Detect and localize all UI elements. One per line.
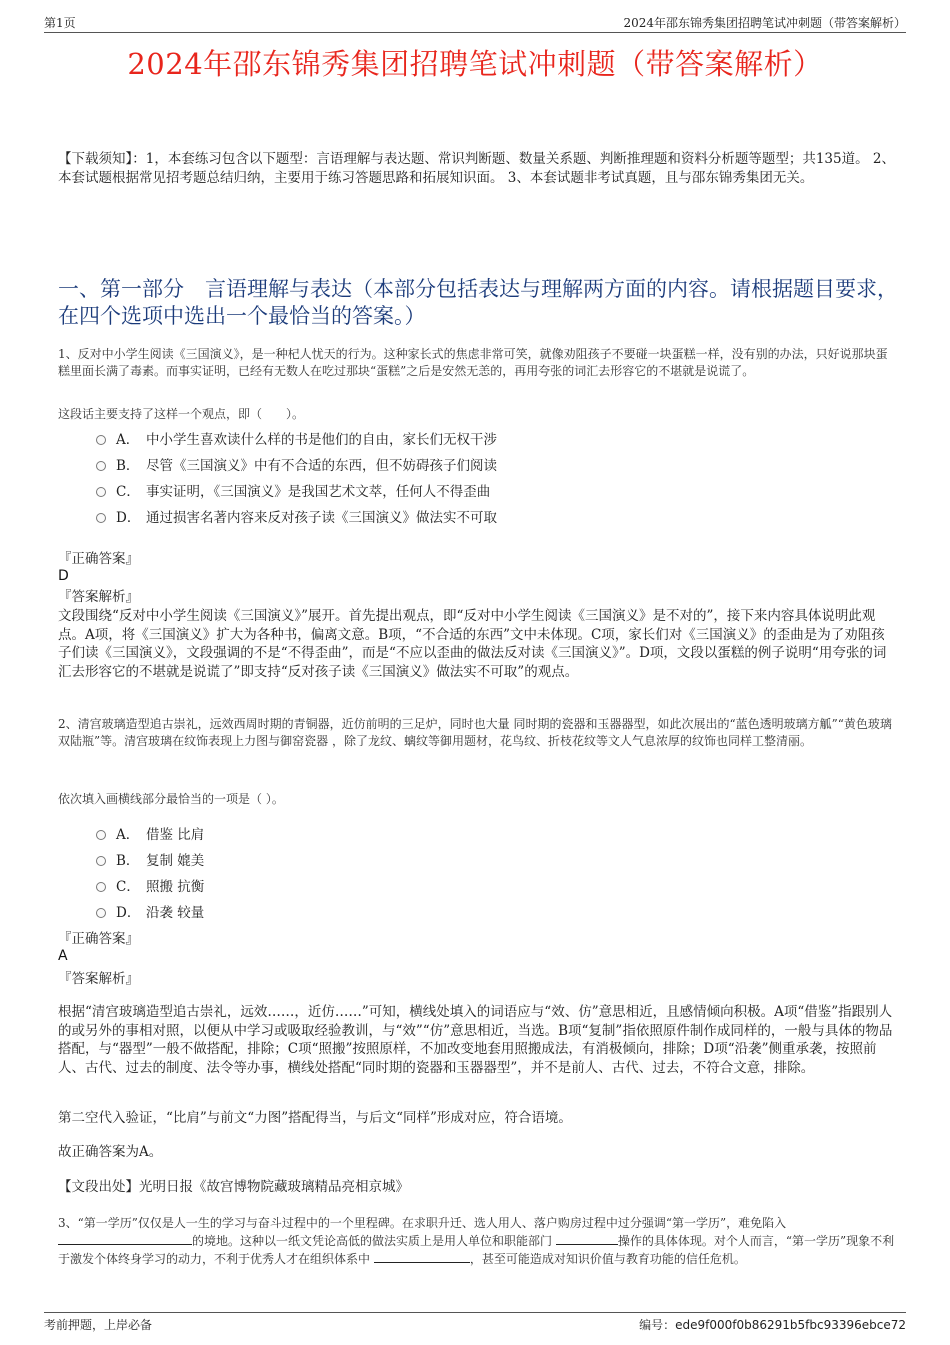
option-b[interactable]: B． 尽管《三国演义》中有不合适的东西，但不妨碍孩子们阅读 [96,451,876,477]
radio-icon[interactable] [96,830,106,840]
download-notice: 【下载须知】：1，本套练习包含以下题型：言语理解与表达题、常识判断题、数量关系题、判断推理题和资料分析题等题型；共135道。 2、本套试题根据常见招考题总结归纳，主要用于练习答题思路和拓展知识面。 3、本套试题非考试真题，且与邵东锦秀集团无关。 [58,151,895,186]
answer-analysis-verification: 第二空代入验证，“比肩”与前文“力图”搭配得当，与后文“同样”形成对应，符合语境。 [58,1110,572,1126]
option-c[interactable]: C． 照搬 抗衡 [96,872,876,898]
option-c[interactable]: C． 事实证明，《三国演义》是我国艺术文萃，任何人不得歪曲 [96,477,876,503]
source-citation: 【文段出处】光明日报《故宫博物院藏玻璃精品亮相京城》 [58,1179,409,1195]
correct-answer-value: A [58,948,68,964]
option-b[interactable]: B． 复制 媲美 [96,846,876,872]
page-header [44,14,906,33]
question-1-text: 1、反对中小学生阅读《三国演义》，是一种杞人忧天的行为。这种家长式的焦虑非常可笑，就像劝阻孩子不要碰一块蛋糕一样，没有别的办法，只好说那块蛋糕里面长满了毒素。而事实证明，已经有无数人在吃过那块“蛋糕”之后是安然无恙的，再用夸张的词汇去形容它的不堪就是说谎了。 [58,347,888,378]
option-d[interactable]: D． 沿袭 较量 [96,898,876,924]
radio-icon[interactable] [96,908,106,918]
section-heading: 一、第一部分 言语理解与表达（本部分包括表达与理解两方面的内容。请根据题目要求，在四个选项中选出一个最恰当的答案。） [58,277,898,328]
blank-line[interactable] [58,1232,192,1245]
correct-answer-value: D [58,568,69,584]
option-a[interactable]: A． 借鉴 比肩 [96,820,876,846]
radio-icon[interactable] [96,882,106,892]
analysis-label: 『答案解析』 [58,971,139,987]
footer-slogan: 考前押题，上岸必备 [44,1318,153,1332]
question-2-text: 2、清宫玻璃造型追古崇礼，远效西周时期的青铜器，近仿前明的三足炉，同时也大量 同时期的瓷器和玉器器型，如此次展出的“蓝色透明玻璃方觚”“黄色玻璃双陆瓶”等。清宫玻璃在纹饰表现上力图与御窑瓷器 ，除了龙纹、螭纹等御用题材，花鸟纹、折枝花纹等文人气息浓厚的纹饰也同样工整清丽。 [58,717,892,748]
question-3-text: 3、“第一学历”仅仅是人一生的学习与奋斗过程中的一个里程碑。在求职升迁、选人用人、落户购房过程中过分强调“第一学历”，难免陷入 的境地。这种以一纸文凭论高低的做法实质上是用人单位和职能部门 操作的具体体现。对个人而言，“第一学历”现象不利于激发个体终身学习的动力，不利于优秀人才在组织体系中 ，甚至可能造成对知识价值与教育功能的信任危机。 [58,1216,895,1266]
answer-conclusion: 故正确答案为A。 [58,1144,163,1160]
page-number: 第1页 [44,16,76,30]
option-d[interactable]: D． 通过损害名著内容来反对孩子读《三国演义》做法实不可取 [96,503,876,529]
blank-line[interactable] [556,1232,618,1245]
radio-icon[interactable] [96,856,106,866]
question-2-prompt: 依次填入画横线部分最恰当的一项是（ ）。 [58,792,284,806]
radio-icon[interactable] [96,487,106,497]
document-id: 编号：ede9f000f0b86291b5fbc93396ebce72 [639,1318,906,1332]
radio-icon[interactable] [96,513,106,523]
blank-line[interactable] [374,1250,470,1263]
page-footer [44,1312,906,1333]
correct-answer-label: 『正确答案』 [58,931,139,947]
radio-icon[interactable] [96,461,106,471]
radio-icon[interactable] [96,435,106,445]
answer-analysis: 文段围绕“反对中小学生阅读《三国演义》”展开。首先提出观点，即“反对中小学生阅读《三国演义》是不对的”，接下来内容具体说明此观点。A项，将《三国演义》扩大为各种书，偏离文意。B项，“不合适的东西”文中未体现。C项，家长们对《三国演义》的歪曲是为了劝阻孩子们读《三国演义》，文段强调的不是“不得歪曲”，而是“不应以歪曲的做法反对读《三国演义》”。D项，文段以蛋糕的例子说明“用夸张的词汇去形容它的不堪就是说谎了”即支持“反对孩子读《三国演义》做法实不可取”的观点。 [58,608,887,680]
document-title: 2024年邵东锦秀集团招聘笔试冲刺题（带答案解析） [127,47,823,81]
header-doc-title: 2024年邵东锦秀集团招聘笔试冲刺题（带答案解析） [623,16,906,30]
question-1-prompt: 这段话主要支持了这样一个观点，即（ ）。 [58,407,305,421]
question-1-options [96,425,876,529]
option-a[interactable]: A． 中小学生喜欢读什么样的书是他们的自由，家长们无权干涉 [96,425,876,451]
correct-answer-label: 『正确答案』 [58,551,139,567]
analysis-label: 『答案解析』 [58,589,139,605]
answer-analysis: 根据“清宫玻璃造型追古崇礼，远效……，近仿……”可知，横线处填入的词语应与“效、仿”意思相近，且感情倾向积极。A项“借鉴”指跟别人的或另外的事相对照，以便从中学习或吸取经验教训，与“效”“仿”意思相近，当选。B项“复制”指依照原件制作成同样的，一般与具体的物品搭配，与“器型”一般不做搭配，排除；C项“照搬”按照原样，不加改变地套用照搬成法，有消极倾向，排除；D项“沿袭”侧重承袭，按照前人、古代、过去的制度、法令等办事，横线处搭配“同时期的瓷器和玉器器型”，并不是前人、古代、过去，不符合文意，排除。 [58,1004,893,1076]
question-2-options [96,820,876,924]
